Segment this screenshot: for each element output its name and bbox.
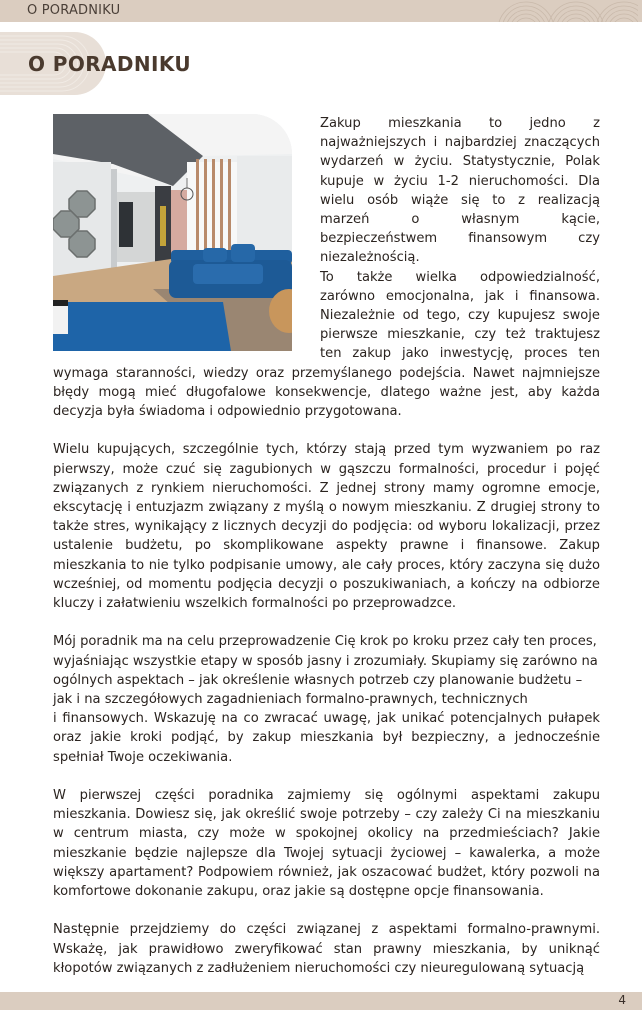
article-body	[53, 114, 600, 978]
footer-bar	[0, 992, 642, 1010]
paragraph-3: Wielu kupujących, szczególnie tych, którzy stają przed tym wyzwaniem po raz pierwszy, może czuć się zagubionych w gąszczu formalności, procedur i pojęć związanych z rynkiem nieruchomości. Z jednej strony mamy ogromne emocje, ekscytację i entuzjazm związany z myślą o nowym mieszkaniu. Z drugiej strony to także stres, wynikający z licznych decyzji do podjęcia: od wyboru lokalizacji, przez ustalenie budżetu, po skomplikowane aspekty prawne i finansowe. Zakup mieszkania to nie tylko podpisanie umowy, ale cały proces, który zaczyna się dużo wcześniej, od momentu podjęcia decyzji o poszukiwaniach, a kończy na odbiorze kluczy i załatwieniu wszelkich formalności po przeprowadzce.	[53, 442, 600, 612]
interior-photo	[53, 114, 292, 351]
paragraph-4-continued: i finansowych. Wskazuję na co zwracać uwagę, jak unikać potencjalnych pułapek oraz jakie kroki podjąć, by zakup mieszkania był bezpieczny, a jednocześnie spełniał Twoje oczekiwania.	[53, 711, 600, 765]
paragraph-1: Zakup mieszkania to jedno z najważniejszych i najbardziej znaczących wydarzeń w życiu. Statystycznie, Polak kupuje w życiu 1-2 nieruchomości. Dla wielu osób wiąże się to z realizacją marzeń o własnym kącie, bezpieczeństwem finansowym czy niezależnością.	[320, 116, 600, 266]
paragraph-5: W pierwszej części poradnika zajmiemy się ogólnymi aspektami zakupu mieszkania. Dowiesz się, jak określić swoje potrzeby – czy zależy Ci na mieszkaniu w centrum miasta, czy może w spokojnej okolicy na przedmieściach? Jakie mieszkanie będzie najlepsze dla Twojej sytuacji życiowej – kawalerka, a może większy apartament? Podpowiem również, jak oszacować budżet, który pozwoli na komfortowe dokonanie zakupu, oraz jakie są dostępne opcje finansowania.	[53, 788, 600, 900]
paragraph-4: Mój poradnik ma na celu przeprowadzenie Cię krok po kroku przez cały ten proces, wyjaśniając wszystkie etapy w sposób jasny i zrozumiały. Skupiamy się zarówno na ogólnych aspektach – jak określenie własnych potrzeb czy planowanie budżetu – jak i na szczegółowych zagadnieniach formalno-prawnych, technicznych	[53, 634, 598, 708]
arcs-decoration-icon	[498, 0, 638, 22]
header-bar	[0, 0, 642, 22]
paragraph-6: Następnie przejdziemy do części związanej z aspektami formalno-prawnymi. Wskażę, jak prawidłowo zweryfikować stan prawny mieszkania, by uniknąć kłopotów związanych z zadłużeniem nieruchomości czy nieuregulowaną sytuacją	[53, 922, 600, 976]
page-title: O PORADNIKU	[28, 52, 192, 76]
section-label: O PORADNIKU	[27, 3, 121, 18]
page-number: 4	[618, 993, 626, 1007]
paragraph-2: To także wielka odpowiedzialność, zarówno emocjonalna, jak i finansowa. Niezależnie od tego, czy kupujesz swoje pierwsze mieszkanie, czy też traktujesz ten zakup jako inwestycję, proces ten wymaga staranności, wiedzy oraz przemyślanego podejścia. Nawet najmniejsze błędy mogą mieć długofalowe konsekwencje, dlatego ważne jest, aby każda decyzja była świadoma i odpowiednio przygotowana.	[53, 269, 600, 420]
